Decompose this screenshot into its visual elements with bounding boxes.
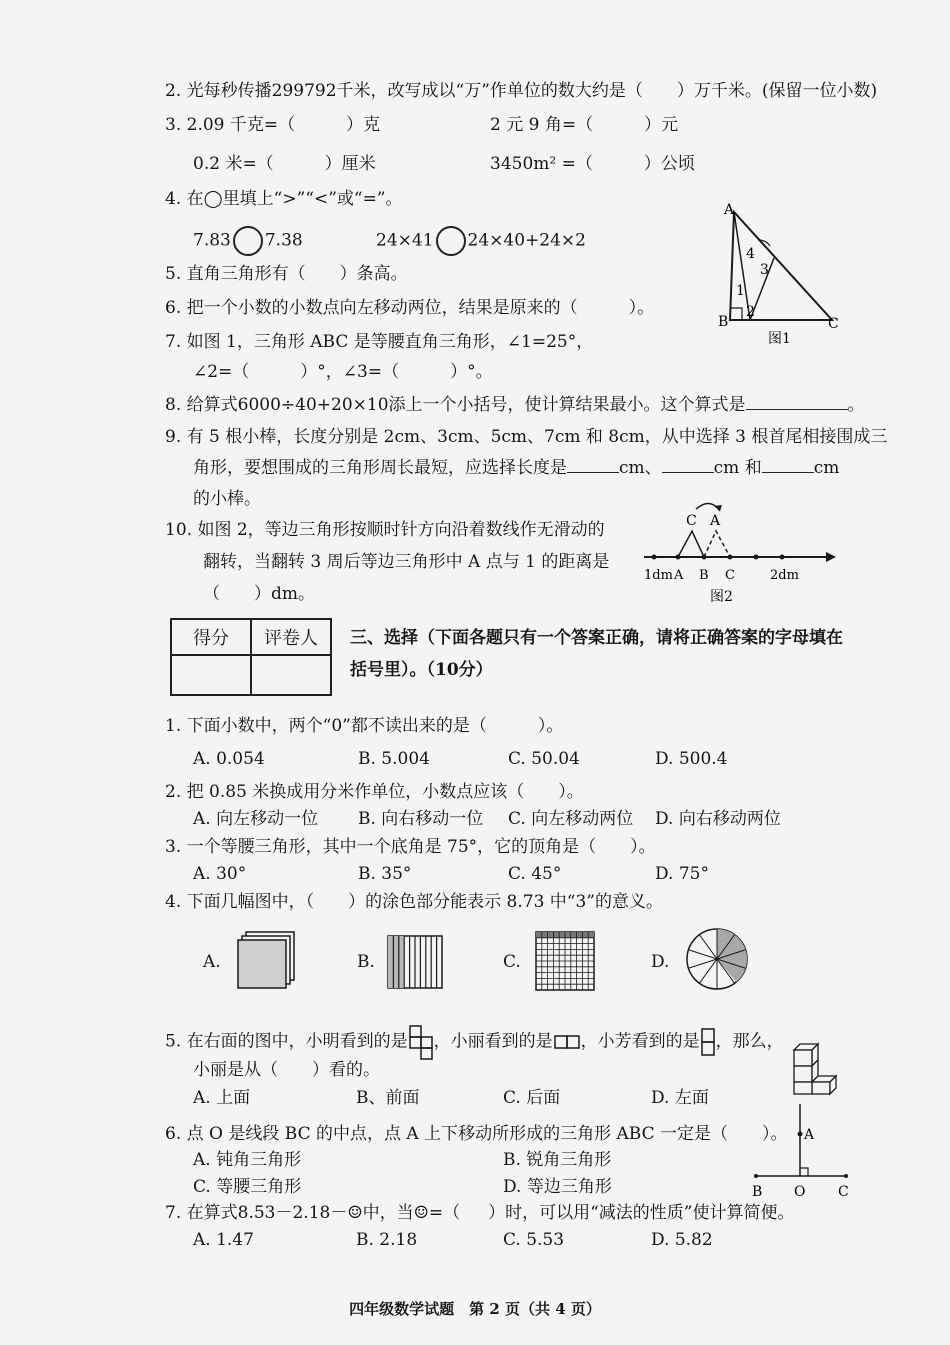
c3 xyxy=(165,835,656,859)
c7-number: 7. xyxy=(165,1203,182,1223)
q3-part-d: 3450m² =（ ）公顷 xyxy=(490,154,695,174)
q4-b-left: 24×41 xyxy=(376,230,434,251)
c6-option-a[interactable]: A. 钝角三角形 xyxy=(193,1150,302,1170)
fig2-caption: 图2 xyxy=(710,589,733,605)
c4-number: 4. xyxy=(165,892,182,912)
q3-part-c: 0.2 米=（ ）厘米 xyxy=(193,154,376,174)
c6-option-b[interactable]: B. 锐角三角形 xyxy=(503,1150,612,1170)
q8 xyxy=(165,393,865,417)
c7-option-d[interactable]: D. 5.82 xyxy=(651,1230,713,1250)
q4-a-left: 7.83 xyxy=(193,230,231,251)
q8-end: 。 xyxy=(847,395,865,415)
fig2-top-C: C xyxy=(686,513,697,529)
q8-number: 8. xyxy=(165,395,182,415)
section3-title: 三、选择（下面各题只有一个答案正确，请将正确答案的字母填在 xyxy=(350,628,843,648)
q9-line1: 有 5 根小棒，长度分别是 2cm、3cm、5cm、7cm 和 8cm，从中选择 3 根首尾相接围成三 xyxy=(186,427,888,447)
q10-line1: 如图 2，等边三角形按顺时针方向沿着数线作无滑动的 xyxy=(197,520,605,540)
q7 xyxy=(165,330,593,354)
fig1-label-B: B xyxy=(718,314,729,330)
fig2-label-2dm: 2dm xyxy=(770,568,799,583)
q9-blank-1[interactable] xyxy=(567,456,619,473)
c1 xyxy=(165,714,563,738)
q10-line3: （ ）dm。 xyxy=(203,584,316,604)
c1-option-c[interactable]: C. 50.04 xyxy=(508,749,580,769)
c7-option-a[interactable]: A. 1.47 xyxy=(193,1230,254,1250)
c5-text-2: ，小丽看到的是 xyxy=(433,1031,553,1052)
c1-number: 1. xyxy=(165,716,182,736)
fig-label-C: C xyxy=(838,1184,849,1200)
c6-option-d[interactable]: D. 等边三角形 xyxy=(503,1177,612,1197)
view-shape-2-icon xyxy=(553,1034,581,1050)
q6-number: 6. xyxy=(165,298,182,318)
c2-option-c[interactable]: C. 向左移动两位 xyxy=(508,809,634,829)
q9-line2-text: 角形，要想围成的三角形周长最短，应选择长度是 xyxy=(193,458,567,478)
compare-circle[interactable] xyxy=(233,226,263,256)
page-footer: 四年级数学试题 第 2 页（共 4 页） xyxy=(349,1300,601,1318)
q7-number: 7. xyxy=(165,332,182,352)
q2-number: 2. xyxy=(165,81,182,101)
q10-line2: 翻转，当翻转 3 周后等边三角形中 A 点与 1 的距离是 xyxy=(203,552,610,572)
c4-option-c[interactable]: C. xyxy=(503,952,521,972)
fig2-label-1dm: 1dm xyxy=(644,568,673,583)
fig1-label-A: A xyxy=(724,202,735,218)
fig-label-O: O xyxy=(794,1184,806,1200)
q9-line2 xyxy=(193,456,839,480)
fig1-angle-4: 4 xyxy=(746,246,755,262)
q3-number: 3. xyxy=(165,115,182,135)
score-cell[interactable] xyxy=(171,655,251,695)
q9-unit-2: cm 和 xyxy=(713,458,762,478)
q4-compare-a xyxy=(193,226,303,256)
c7-text-2: ）时，可以用“减法的性质”使计算简便。 xyxy=(488,1203,795,1223)
c3-number: 3. xyxy=(165,837,182,857)
fig1-angle-2: 2 xyxy=(746,304,755,320)
c5-text-1: 在右面的图中，小明看到的是 xyxy=(186,1031,408,1052)
q3 xyxy=(165,113,380,137)
q7-line1: 如图 1，三角形 ABC 是等腰直角三角形，∠1=25°， xyxy=(186,332,594,352)
q4-a-right: 7.38 xyxy=(264,230,303,251)
c5-line2: 小丽是从（ ）看的。 xyxy=(193,1060,380,1080)
c1-option-b[interactable]: B. 5.004 xyxy=(358,749,430,769)
score-table xyxy=(170,618,332,696)
fig1-angle-3: 3 xyxy=(760,262,769,278)
q9-number: 9. xyxy=(165,427,182,447)
q6 xyxy=(165,296,654,320)
q9-line3: 的小棒。 xyxy=(193,489,261,509)
stacked-squares-icon xyxy=(234,930,298,992)
q2-text: 光每秒传播299792千米，改写成以“万”作单位的数大约是（ ）万千米。(保留一位小数) xyxy=(186,81,878,101)
q4-b-right: 24×40+24×2 xyxy=(467,230,586,251)
c4-option-b[interactable]: B. xyxy=(357,952,375,972)
fig-label-A: A xyxy=(804,1127,815,1143)
c4-option-a[interactable]: A. xyxy=(203,952,221,972)
q9-blank-3[interactable] xyxy=(762,456,814,473)
fig2-label-A: A xyxy=(674,568,684,583)
reviewer-cell[interactable] xyxy=(251,655,331,695)
q5-text: 直角三角形有（ ）条高。 xyxy=(186,264,408,284)
c2-option-d[interactable]: D. 向右移动两位 xyxy=(655,809,781,829)
hundred-grid-icon xyxy=(534,930,598,992)
fig1-angle-1: 1 xyxy=(736,283,745,299)
section3-title-line2: 括号里）。（10分） xyxy=(350,660,493,680)
q3-part-a: 2.09 千克=（ ）克 xyxy=(186,115,381,135)
cube-stack-icon xyxy=(788,1036,840,1098)
q4-number: 4. xyxy=(165,189,182,209)
c5-text-4: ，那么， xyxy=(715,1031,784,1052)
view-shape-1-icon xyxy=(408,1024,434,1060)
shaded-strips-icon xyxy=(386,934,444,990)
reviewer-header: 评卷人 xyxy=(251,619,331,655)
fig1-label-C: C xyxy=(828,316,839,332)
fig2-label-B: B xyxy=(699,568,709,583)
c3-option-b[interactable]: B. 35° xyxy=(358,864,412,884)
figure-1-triangle xyxy=(712,200,852,350)
fig1-caption: 图1 xyxy=(768,331,791,347)
q4 xyxy=(165,187,403,211)
q9-unit-1: cm、 xyxy=(619,458,662,478)
c1-option-a[interactable]: A. 0.054 xyxy=(193,749,265,769)
q3-part-b: 2 元 9 角=（ ）元 xyxy=(490,115,679,135)
c5 xyxy=(165,1024,784,1060)
q5-number: 5. xyxy=(165,264,182,284)
c7-option-c[interactable]: C. 5.53 xyxy=(503,1230,565,1250)
q10-number: 10. xyxy=(165,520,193,540)
q5 xyxy=(165,262,408,286)
c2-number: 2. xyxy=(165,782,182,802)
c2 xyxy=(165,780,584,804)
c5-text-3: ，小芳看到的是 xyxy=(580,1031,700,1052)
segment-bc-figure xyxy=(746,1100,856,1200)
c5-option-a[interactable]: A. 上面 xyxy=(193,1088,251,1108)
score-header: 得分 xyxy=(171,619,251,655)
c6-text: 点 O 是线段 BC 的中点，点 A 上下移动所形成的三角形 ABC 一定是（ ）。 xyxy=(186,1124,788,1144)
c4-text: 下面几幅图中，（ ）的涂色部分能表示 8.73 中“3”的意义。 xyxy=(186,892,663,912)
q9-unit-3: cm xyxy=(813,458,840,478)
fig2-label-C: C xyxy=(725,568,735,583)
q4-prompt: 在◯里填上“>”“<”或“=”。 xyxy=(186,189,403,209)
q4-compare-b xyxy=(376,226,586,256)
c5-option-b[interactable]: B、前面 xyxy=(356,1088,420,1108)
c7-option-b[interactable]: B. 2.18 xyxy=(356,1230,418,1250)
q10 xyxy=(165,518,605,542)
figure-2-number-line xyxy=(638,495,838,607)
compare-circle[interactable] xyxy=(436,226,466,256)
q7-line2: ∠2=（ ）°，∠3=（ ）°。 xyxy=(193,362,493,382)
q9-blank-2[interactable] xyxy=(662,456,714,473)
q6-text: 把一个小数的小数点向左移动两位，结果是原来的（ ）。 xyxy=(186,298,655,318)
c5-option-c[interactable]: C. 后面 xyxy=(503,1088,561,1108)
c3-option-a[interactable]: A. 30° xyxy=(193,864,247,884)
c1-option-d[interactable]: D. 500.4 xyxy=(655,749,728,769)
c7-text-1: 在算式8.53－2.18－☺中，当☺=（ xyxy=(186,1203,461,1223)
q2 xyxy=(165,79,877,103)
c3-text: 一个等腰三角形，其中一个底角是 75°，它的顶角是（ ）。 xyxy=(186,837,656,857)
c4-option-d[interactable]: D. xyxy=(651,952,670,972)
fig-label-B: B xyxy=(752,1184,763,1200)
q9 xyxy=(165,425,887,449)
c3-option-c[interactable]: C. 45° xyxy=(508,864,562,884)
c5-option-d[interactable]: D. 左面 xyxy=(651,1088,709,1108)
c6-option-c[interactable]: C. 等腰三角形 xyxy=(193,1177,302,1197)
shaded-pie-icon xyxy=(684,926,750,992)
c2-option-b[interactable]: B. 向右移动一位 xyxy=(358,809,484,829)
c2-text: 把 0.85 米换成用分米作单位，小数点应该（ ）。 xyxy=(186,782,584,802)
c1-text: 下面小数中，两个“0”都不读出来的是（ ）。 xyxy=(186,716,564,736)
c6-number: 6. xyxy=(165,1124,182,1144)
view-shape-3-icon xyxy=(700,1027,716,1057)
c6 xyxy=(165,1122,788,1146)
c5-number: 5. xyxy=(165,1031,182,1052)
c7 xyxy=(165,1201,794,1225)
q8-text: 给算式6000÷40+20×10添上一个小括号，使计算结果最小。这个算式是 xyxy=(186,395,746,415)
c3-option-d[interactable]: D. 75° xyxy=(655,864,709,884)
fig2-top-A: A xyxy=(710,513,721,529)
c2-option-a[interactable]: A. 向左移动一位 xyxy=(193,809,319,829)
c4 xyxy=(165,890,663,914)
q8-answer-blank[interactable] xyxy=(746,393,848,410)
